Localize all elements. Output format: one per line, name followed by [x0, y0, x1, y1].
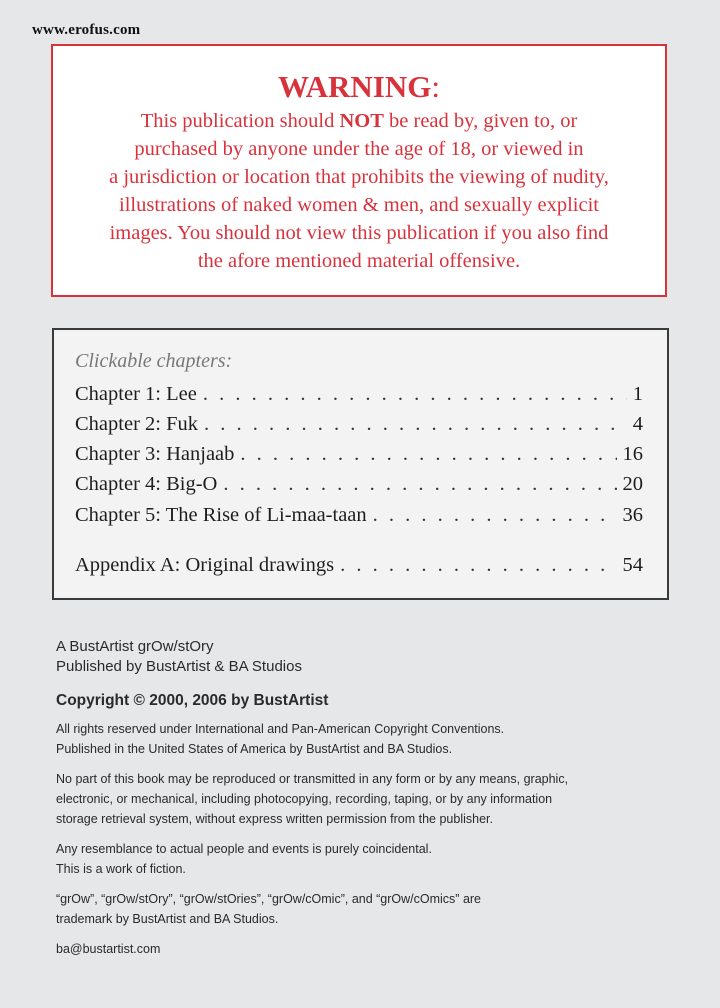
- toc-heading: Clickable chapters:: [75, 350, 233, 372]
- rights-line: All rights reserved under International and Pan-American Copyright Conventions.: [56, 722, 505, 736]
- toc-chapter-4-link[interactable]: [75, 472, 643, 496]
- toc-leader-dots: [240, 442, 616, 466]
- toc-appendix-label: Appendix A: Original drawings: [75, 554, 335, 576]
- toc-page-number: 1: [632, 383, 643, 405]
- series-line: A BustArtist grOw/stOry: [56, 638, 214, 655]
- table-of-contents: [52, 328, 669, 600]
- warning-line: the afore mentioned material offensive.: [197, 250, 521, 272]
- warning-box: [51, 44, 667, 297]
- warning-line: [61, 107, 657, 135]
- warning-text: This publication should: [140, 110, 340, 132]
- credits-section: [56, 637, 676, 959]
- warning-line: purchased by anyone under the age of 18, or viewed in: [134, 138, 584, 160]
- toc-chapter-5-link[interactable]: [75, 503, 643, 527]
- toc-chapter-label: Chapter 4: Big-O: [75, 473, 218, 495]
- toc-chapter-1-link[interactable]: [75, 382, 643, 406]
- rights-line: Published in the United States of America by BustArtist and BA Studios.: [56, 742, 453, 756]
- toc-page-number: 4: [632, 413, 643, 435]
- toc-chapter-3-link[interactable]: [75, 442, 643, 466]
- warning-line: illustrations of naked women & men, and sexually explicit: [119, 194, 599, 216]
- warning-emphasis: NOT: [339, 110, 384, 132]
- warning-line: images. You should not view this publication if you also find: [109, 222, 609, 244]
- warning-title-colon: :: [431, 69, 440, 104]
- reproduction-line: No part of this book may be reproduced or transmitted in any form or by any means, graphic,: [56, 772, 569, 786]
- trademark-paragraph: [56, 889, 676, 929]
- toc-leader-dots: [223, 472, 616, 496]
- toc-chapter-2-link[interactable]: [75, 412, 643, 436]
- toc-leader-dots: [204, 412, 627, 436]
- warning-text: be read by, given to, or: [383, 110, 578, 132]
- reproduction-line: electronic, or mechanical, including photocopying, recording, taping, or by any information: [56, 792, 553, 806]
- toc-leader-dots: [203, 382, 627, 406]
- toc-chapter-label: Chapter 3: Hanjaab: [75, 443, 235, 465]
- trademark-line: trademark by BustArtist and BA Studios.: [56, 912, 279, 926]
- toc-page-number: 36: [622, 504, 643, 526]
- publisher-line: Published by BustArtist & BA Studios: [56, 658, 302, 675]
- toc-chapter-label: Chapter 5: The Rise of Li-maa-taan: [75, 504, 367, 526]
- fiction-paragraph: [56, 839, 676, 879]
- toc-leader-dots: [340, 553, 616, 577]
- toc-page-number: 54: [622, 554, 643, 576]
- contact-email[interactable]: ba@bustartist.com: [56, 942, 161, 956]
- rights-paragraph: [56, 719, 676, 759]
- warning-body: [53, 107, 665, 275]
- toc-leader-dots: [373, 503, 617, 527]
- toc-chapter-label: Chapter 1: Lee: [75, 383, 197, 405]
- warning-title: [53, 70, 665, 104]
- toc-page-number: 20: [622, 473, 643, 495]
- fiction-line: This is a work of fiction.: [56, 862, 186, 876]
- warning-line: a jurisdiction or location that prohibits the viewing of nudity,: [109, 166, 609, 188]
- trademark-line: “grOw”, “grOw/stOry”, “grOw/stOries”, “grOw/cOmic”, and “grOw/cOmics” are: [56, 892, 482, 906]
- watermark: www.erofus.com: [32, 22, 141, 38]
- copyright-line: Copyright © 2000, 2006 by BustArtist: [56, 692, 329, 709]
- warning-title-bold: WARNING: [278, 69, 432, 104]
- toc-appendix-link[interactable]: [75, 553, 643, 577]
- reproduction-paragraph: [56, 769, 676, 829]
- toc-page-number: 16: [622, 443, 643, 465]
- fiction-line: Any resemblance to actual people and events is purely coincidental.: [56, 842, 432, 856]
- toc-chapter-label: Chapter 2: Fuk: [75, 413, 198, 435]
- reproduction-line: storage retrieval system, without express written permission from the publisher.: [56, 812, 493, 826]
